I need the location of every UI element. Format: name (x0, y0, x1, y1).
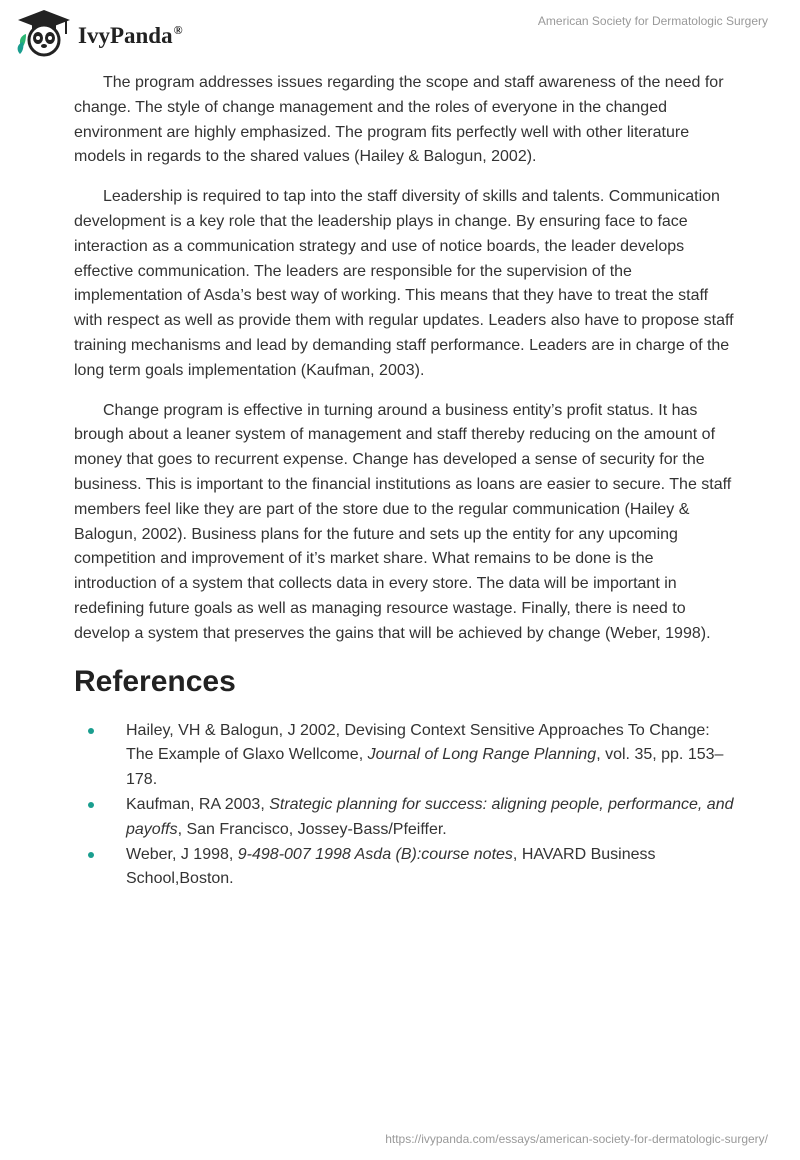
logo-text (78, 23, 183, 49)
reference-source-title: Journal of Long Range Planning (367, 746, 597, 764)
paragraph: Change program is effective in turning around a business entity’s profit status. It has brough about a leaner system of management and staff thereby reducing on the amount of money that goes to recurrent expense. Change has developed a sense of security for the business. This is important to the financial institutions as loans are easier to secure. The staff members feel like they are part of the store due to the regular communication (Hailey & Balogun, 2002). Business plans for the future and sets up the entity for any upcoming competition and improvement of it’s market share. What remains to be done is the introduction of a system that collects data in every store. The data will be important in redefining future goals as well as managing resource wastage. Finally, there is need to develop a system that preserves the gains that will be achieved by change (Weber, 1998). (74, 401, 732, 642)
reference-text: Weber, J 1998, (126, 845, 238, 863)
bullet-icon (88, 802, 94, 808)
reference-text-end: , HAVARD Business School,Boston. (126, 845, 656, 888)
reference-item (74, 843, 734, 893)
references-heading: References (74, 664, 236, 698)
logo-wordmark: IvyPanda (78, 23, 173, 48)
paragraph: Leadership is required to tap into the staff diversity of skills and talents. Communication development is a key role that the leadership plays in change. By ensuring face to face interaction as a communication strategy and use of notice boards, the leader develops effective communication. The leaders are responsible for the supervision of the implementation of Asda’s best way of working. This means that they have to treat the staff with respect as well as provide them with regular updates. Leaders also have to propose staff training mechanisms and lead by demanding staff performance. Leaders are in charge of the long term goals implementation (Kaufman, 2003). (74, 188, 734, 379)
reference-text-end: , San Francisco, Jossey-Bass/Pfeiffer. (177, 820, 447, 838)
reference-source-title: 9-498-007 1998 Asda (B):course notes (237, 845, 513, 863)
reference-text: Kaufman, RA 2003, (126, 795, 270, 813)
page-header (0, 0, 800, 70)
ivypanda-logo[interactable] (14, 8, 183, 60)
reference-item (74, 793, 734, 843)
reference-text: Hailey, VH & Balogun, J 2002, Devising Context Sensitive Approaches To Change: The Example of Glaxo Wellcome, (126, 721, 710, 764)
paragraph: The program addresses issues regarding the scope and staff awareness of the need for change. The style of change management and the roles of everyone in the changed environment are highly emphasized. The program fits perfectly well with other literature models in regards to the shared values (Hailey & Balogun, 2002). (74, 74, 724, 166)
bullet-icon (88, 852, 94, 858)
essay-content (74, 71, 734, 892)
panda-graduation-icon (14, 8, 74, 60)
registered-mark: ® (173, 23, 183, 38)
reference-text-end: , vol. 35, pp. 153–178. (126, 746, 724, 789)
reference-source-title: Strategic planning for success: aligning people, performance, and payoffs (126, 795, 734, 838)
reference-item (74, 719, 734, 793)
document-title: American Society for Dermatologic Surgery (537, 14, 768, 28)
bullet-icon (88, 728, 94, 734)
references-list (74, 719, 734, 893)
source-url-link[interactable]: https://ivypanda.com/essays/american-society-for-dermatologic-surgery/ (385, 1132, 768, 1146)
